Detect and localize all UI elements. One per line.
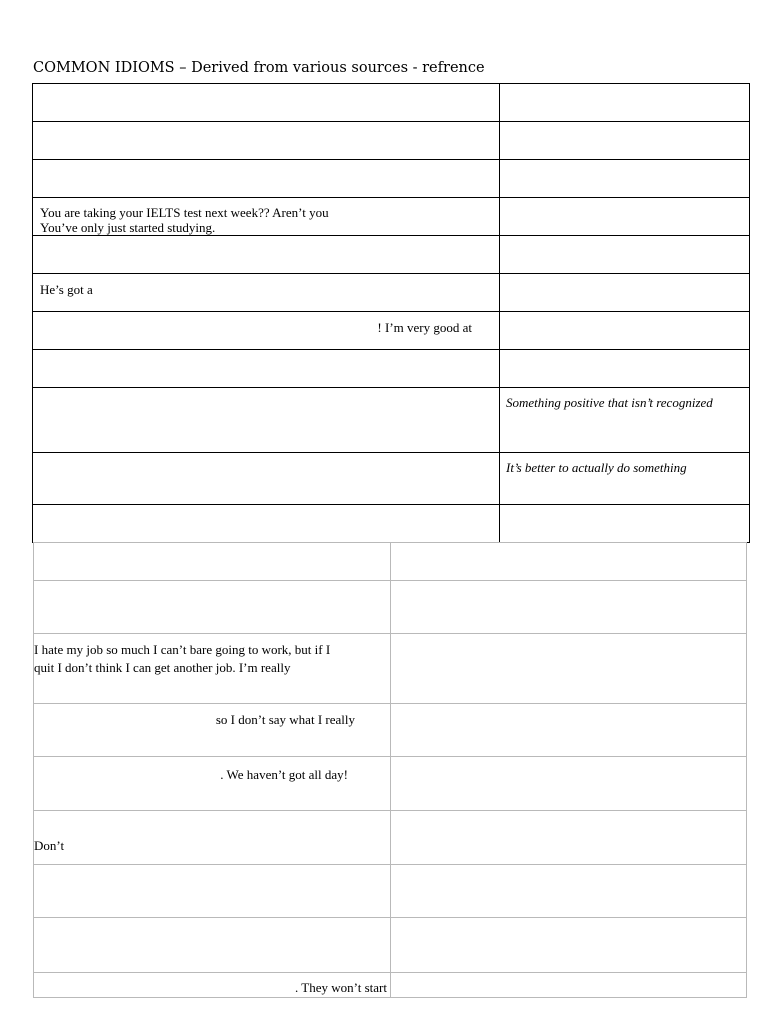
table-cell — [33, 917, 391, 973]
sentence-text: so I don’t say what I really — [215, 712, 355, 727]
table-cell — [390, 633, 747, 704]
table-cell — [32, 159, 500, 198]
table-cell — [390, 580, 747, 634]
table-cell — [32, 452, 500, 505]
table-cell — [32, 273, 500, 312]
table-cell — [390, 864, 747, 918]
table-cell — [33, 864, 391, 918]
page-title: COMMON IDIOMS – Derived from various sources - refrence — [33, 60, 485, 76]
sentence-text: You are taking your IELTS test next week?? Aren’t you — [40, 205, 329, 220]
table-cell — [499, 197, 750, 236]
sentence-text: You’ve only just started studying. — [40, 220, 216, 235]
table-cell — [390, 810, 747, 865]
table-cell — [33, 703, 391, 757]
table-cell — [33, 972, 391, 998]
table-cell — [390, 542, 747, 581]
table-cell — [390, 703, 747, 757]
sentence-text: . They won’t start — [295, 980, 387, 995]
table-cell — [499, 387, 750, 453]
sentence-text: ! I’m very good at — [377, 320, 472, 335]
table-cell — [390, 917, 747, 973]
table-cell — [499, 504, 750, 543]
sentence-text: He’s got a — [40, 282, 93, 297]
table-cell — [499, 83, 750, 122]
table-cell — [33, 542, 391, 581]
sentence-text: Don’t — [34, 838, 65, 853]
table-cell — [32, 349, 500, 388]
table-cell — [499, 349, 750, 388]
table-cell — [32, 504, 500, 543]
table-cell — [499, 273, 750, 312]
table-cell — [33, 580, 391, 634]
table-cell — [32, 121, 500, 160]
table-cell — [33, 810, 391, 865]
table-cell — [32, 311, 500, 350]
table-cell — [33, 756, 391, 811]
table-cell — [32, 197, 500, 236]
table-cell — [32, 235, 500, 274]
table-cell — [499, 235, 750, 274]
sentence-text: quit I don’t think I can get another job. I’m really — [34, 660, 291, 675]
table-cell — [390, 972, 747, 998]
table-cell — [32, 83, 500, 122]
sentence-text: . We haven’t got all day! — [220, 767, 348, 782]
table-cell — [499, 311, 750, 350]
sentence-text: I hate my job so much I can’t bare going to work, but if I — [34, 642, 331, 657]
meaning-text: Something positive that isn’t recognized — [506, 395, 713, 410]
meaning-text: It’s better to actually do something — [506, 460, 687, 475]
table-cell — [32, 387, 500, 453]
table-cell — [33, 633, 391, 704]
table-cell — [499, 121, 750, 160]
table-cell — [390, 756, 747, 811]
table-cell — [499, 159, 750, 198]
table-cell — [499, 452, 750, 505]
